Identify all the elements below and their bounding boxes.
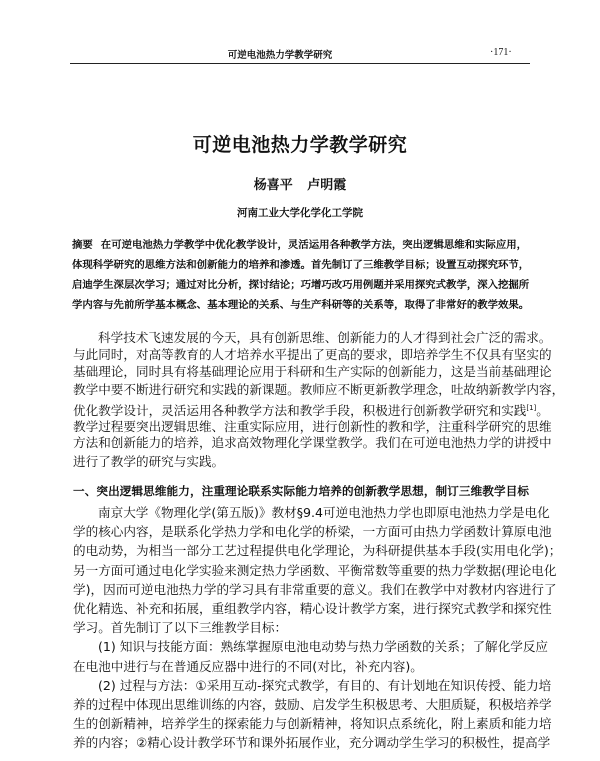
body-line: (2) 过程与方法：①采用互动-探究式教学，有目的、有计划地在知识传授、能力培 [98,677,552,693]
header-rule [70,63,530,64]
body-line: 优化精选、补充和拓展，重组教学内容，精心设计教学方案，进行探究式教学和探究性 [73,601,552,616]
body-line: 基础理论，同时具有将基础理论应用于科研和生产实际的创新能力，这是当前基础理论 [73,364,552,379]
article-title: 可逆电池热力学教学研究 [192,134,408,156]
body-line: 在电池中进行与在普通反应器中进行的不同(对比，补充内容)。 [73,658,423,674]
body-line: 养的过程中体现出思维训练的内容，鼓励、启发学生积极思考、大胆质疑，积极培养学 [73,697,552,712]
abstract-line: 学内容与先前所学基本概念、基本理论的关系、与生产科研等的关系等，取得了非常好的教学效果。 [72,299,530,311]
abstract-label: 摘要 [72,239,93,251]
body-line: 教学中要不断进行研究和实践的新课题。教师应不断更新教学理念，吐故纳新教学内容， [73,382,565,397]
body-line: 另一方面可通过电化学实验来测定热力学函数、平衡常数等重要的热力学数据(理论电化 [73,562,557,578]
abstract-line: 体现科学研究的思维方法和创新能力的培养和渗透。首先制订了三维教学目标；设置互动探究环节， [72,259,530,271]
body-line: 与此同时，对高等教育的人才培养水平提出了更高的要求，即培养学生不仅具有坚实的 [73,347,552,362]
running-head-title: 可逆电池热力学教学研究 [227,50,333,61]
affiliation: 河南工业大学化学化工学院 [237,207,363,219]
body-line [73,400,549,419]
body-line: 的电动势，为相当一部分工艺过程提供电化学理论，为科研提供基本手段(实用电化学)； [73,543,562,559]
body-text: 。 [536,403,549,419]
page-number: ·171· [490,47,512,58]
body-line: 学习。首先制订了以下三维教学目标： [73,620,288,636]
body-line: 方法和创新能力的培养，追求高效物理化学课堂教学。我们在可逆电池热力学的讲授中 [73,435,552,450]
authors: 杨喜平 卢明霞 [253,178,347,193]
abstract-line [72,238,527,252]
section-heading: 一、突出逻辑思维能力，注重理论联系实际能力培养的创新教学思想，制订三维教学目标 [73,484,529,498]
body-line: 南京大学《物理化学(第五版)》教材§9.4可逆电池热力学也即原电池热力学是电化 [98,505,550,520]
body-text: 优化教学设计，灵活运用各种教学方法和教学手段，积极进行创新教学研究和实践 [73,403,527,419]
body-line: 教学过程要突出逻辑思维、注重实际应用，进行创新性的教和学，注重科学研究的思维 [73,419,552,434]
body-line: 学的核心内容，是联系化学热力学和电化学的桥梁，一方面可由热力学函数计算原电池 [73,524,552,540]
body-line: 生的创新精神，培养学生的探索能力与创新精神，将知识点系统化，附上素质和能力培 [73,716,552,732]
citation-ref: [1] [526,404,537,412]
abstract-line: 启迪学生深层次学习；通过对比分析，探讨结论；巧增巧改巧用例题并采用探究式教学，深入挖掘所 [72,279,530,291]
abstract-text: 在可逆电池热力学教学中优化教学设计，灵活运用各种教学方法，突出逻辑思维和实际应用， [100,239,528,251]
body-line: 进行了教学的研究与实践。 [73,454,225,469]
body-line: 养的内容；②精心设计教学环节和课外拓展作业，充分调动学生学习的积极性，提高学 [73,735,551,751]
body-line: (1) 知识与技能方面：熟练掌握原电池电动势与热力学函数的关系；了解化学反应 [98,639,549,655]
body-line: 学)，因而可逆电池热力学的学习具有非常重要的意义。我们在教学中对教材内容进行了 [73,581,557,597]
body-line: 科学技术飞速发展的今天，具有创新思维、创新能力的人才得到社会广泛的需求。 [98,330,552,345]
